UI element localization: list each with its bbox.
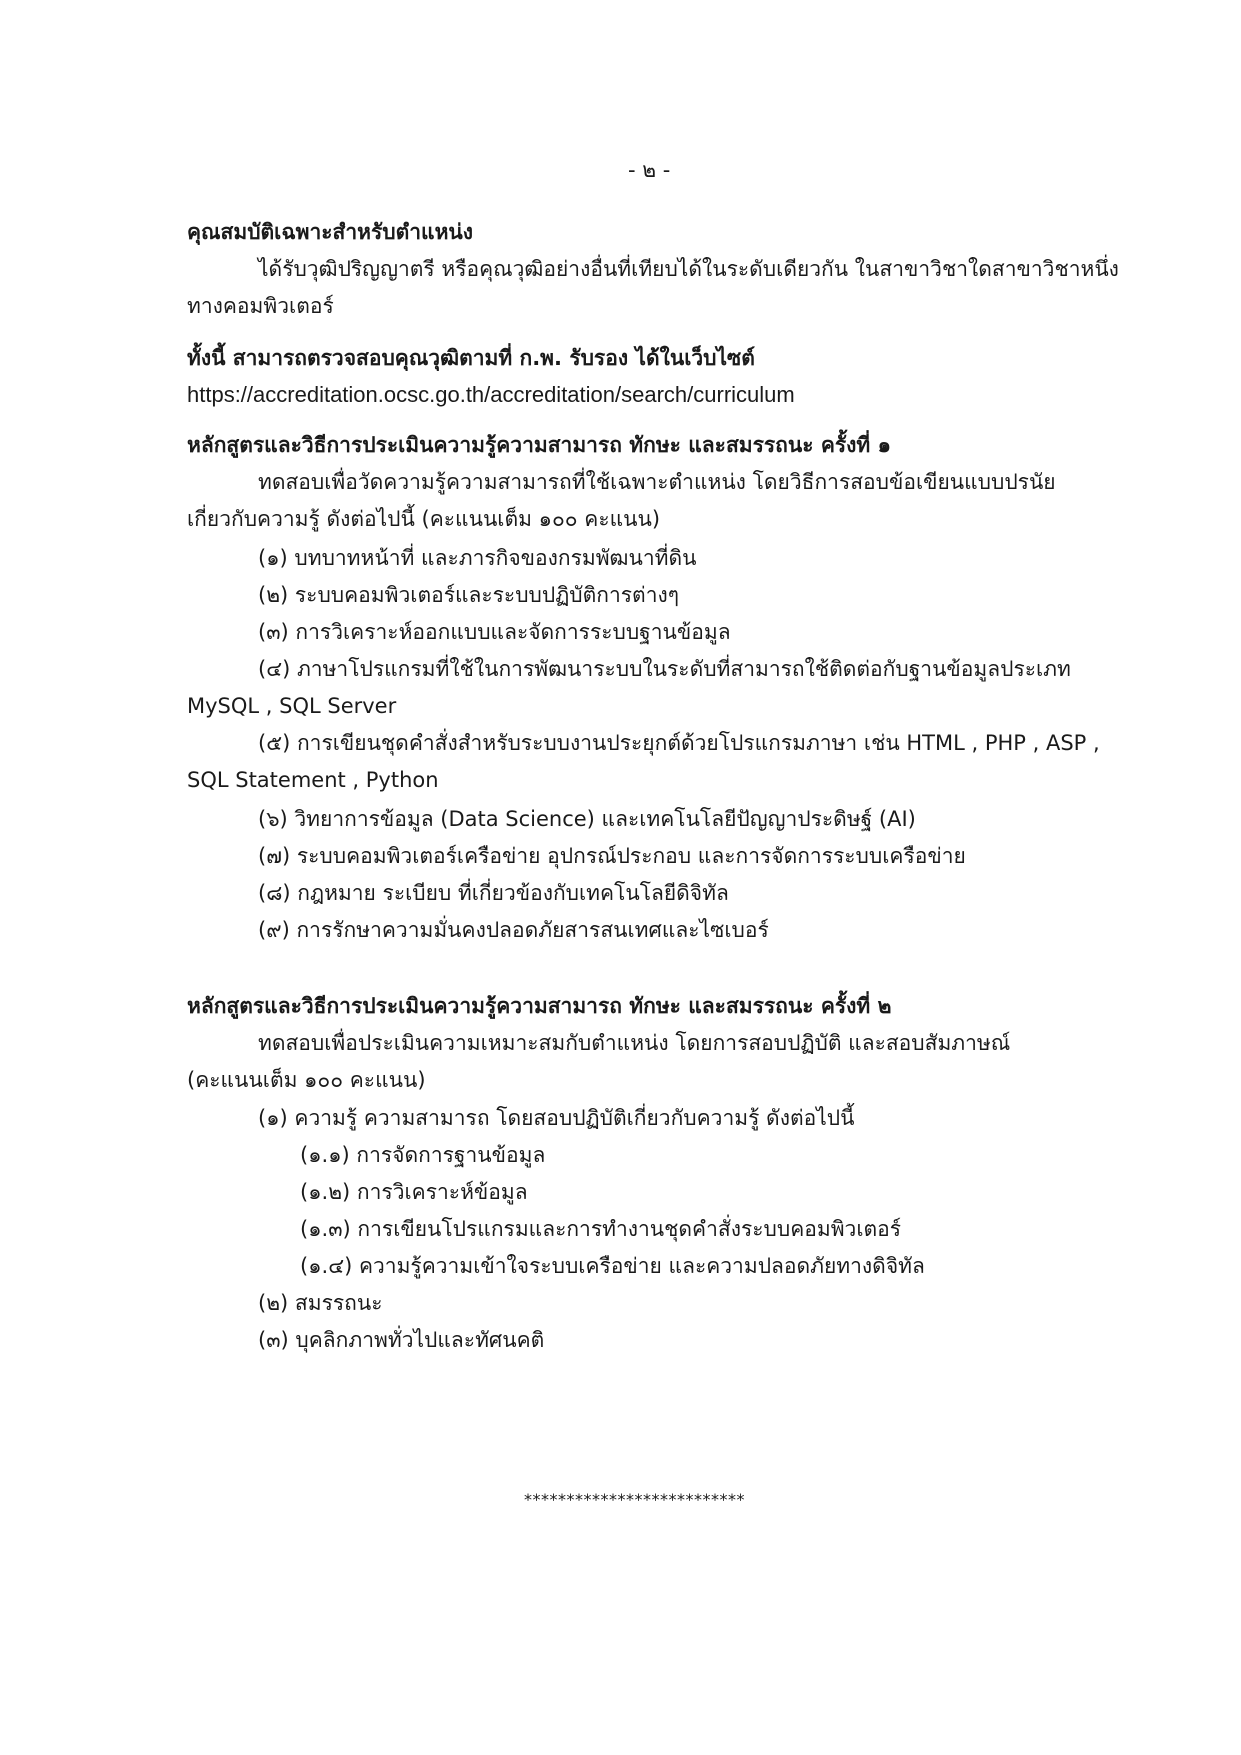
end-mark: ************************** [524,1490,745,1509]
round2-subitem: (๑.๓) การเขียนโปรแกรมและการทำงานชุดคำสั่งระบบคอมพิวเตอร์ [300,1217,902,1241]
round2-heading: หลักสูตรและวิธีการประเมินความรู้ความสามารถ ทักษะ และสมรรถนะ ครั้งที่ ๒ [187,994,892,1018]
round1-item-continuation: MySQL , SQL Server [187,694,397,718]
round2-item: (๑) ความรู้ ความสามารถ โดยสอบปฏิบัติเกี่ยวกับความรู้ ดังต่อไปนี้ [258,1106,855,1130]
round1-item: (๒) ระบบคอมพิวเตอร์และระบบปฏิบัติการต่างๆ [258,583,680,607]
round1-item: (๓) การวิเคราะห์ออกแบบและจัดการระบบฐานข้อมูล [258,620,731,644]
round1-intro-line2: เกี่ยวกับความรู้ ดังต่อไปนี้ (คะแนนเต็ม ๑๐๐ คะแนน) [187,507,661,531]
round1-heading: หลักสูตรและวิธีการประเมินความรู้ความสามารถ ทักษะ และสมรรถนะ ครั้งที่ ๑ [187,433,891,457]
round1-item: (๗) ระบบคอมพิวเตอร์เครือข่าย อุปกรณ์ประกอบ และการจัดการระบบเครือข่าย [258,844,966,868]
round2-intro-line2: (คะแนนเต็ม ๑๐๐ คะแนน) [187,1068,426,1092]
round1-item: (๔) ภาษาโปรแกรมที่ใช้ในการพัฒนาระบบในระดับที่สามารถใช้ติดต่อกับฐานข้อมูลประเภท [258,657,1071,681]
page-number: - ๒ - [628,158,671,182]
round1-intro-line1: ทดสอบเพื่อวัดความรู้ความสามารถที่ใช้เฉพาะตำแหน่ง โดยวิธีการสอบข้อเขียนแบบปรนัย [258,470,1056,494]
qualification-heading: คุณสมบัติเฉพาะสำหรับตำแหน่ง [187,220,474,244]
qualification-text-line1: ได้รับวุฒิปริญญาตรี หรือคุณวุฒิอย่างอื่นที่เทียบได้ในระดับเดียวกัน ในสาขาวิชาใดสาขาวิชาหนึ่ง [258,257,1119,281]
verify-note: ทั้งนี้ สามารถตรวจสอบคุณวุฒิตามที่ ก.พ. รับรอง ได้ในเว็บไซต์ [187,346,755,370]
round2-subitem: (๑.๑) การจัดการฐานข้อมูล [300,1143,546,1167]
round1-item: (๙) การรักษาความมั่นคงปลอดภัยสารสนเทศและไซเบอร์ [258,918,769,942]
qualification-text-line2: ทางคอมพิวเตอร์ [187,294,334,318]
round1-item: (๕) การเขียนชุดคำสั่งสำหรับระบบงานประยุกต์ด้วยโปรแกรมภาษา เช่น HTML , PHP , ASP , [258,731,1100,755]
round2-item: (๒) สมรรถนะ [258,1291,383,1315]
round1-item-continuation: SQL Statement , Python [187,768,439,792]
round1-item: (๑) บทบาทหน้าที่ และภารกิจของกรมพัฒนาที่ดิน [258,546,697,570]
round2-intro-line1: ทดสอบเพื่อประเมินความเหมาะสมกับตำแหน่ง โดยการสอบปฏิบัติ และสอบสัมภาษณ์ [258,1031,1011,1055]
round2-subitem: (๑.๔) ความรู้ความเข้าใจระบบเครือข่าย และความปลอดภัยทางดิจิทัล [300,1254,925,1278]
round2-subitem: (๑.๒) การวิเคราะห์ข้อมูล [300,1180,528,1204]
round1-item: (๘) กฎหมาย ระเบียบ ที่เกี่ยวข้องกับเทคโนโลยีดิจิทัล [258,881,729,905]
round2-item: (๓) บุคลิกภาพทั่วไปและทัศนคติ [258,1328,545,1352]
round1-item: (๖) วิทยาการข้อมูล (Data Science) และเทคโนโลยีปัญญาประดิษฐ์ (AI) [258,807,916,831]
accreditation-url[interactable]: https://accreditation.ocsc.go.th/accreditation/search/curriculum [187,382,795,407]
